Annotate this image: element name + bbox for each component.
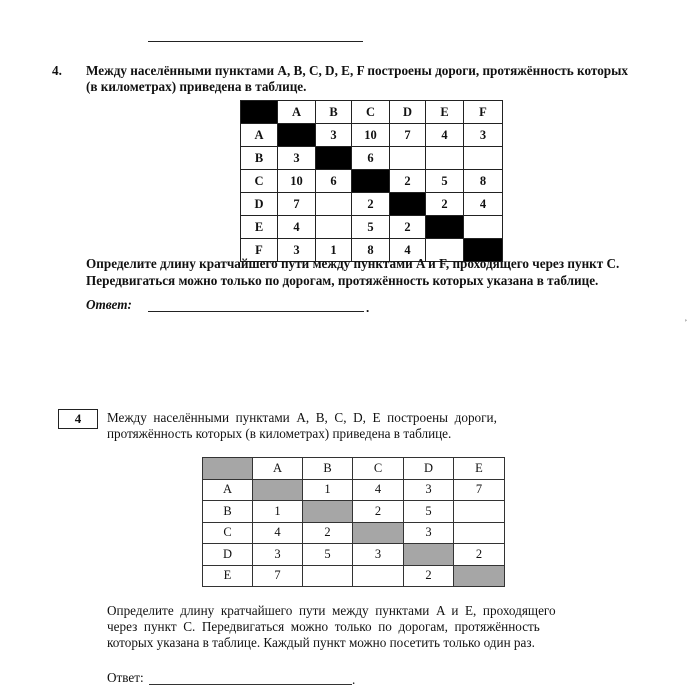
table-cell: 4 — [253, 522, 303, 544]
task2-distance-table — [202, 457, 505, 587]
task2-question-line2: через пункт C. Передвигаться можно только по дорогам, протяжённость — [107, 619, 540, 634]
table-cell: 1 — [303, 479, 353, 501]
table-cell: 3 — [278, 147, 316, 170]
table-cell: 2 — [426, 193, 464, 216]
table-row — [203, 522, 505, 544]
table-cell: 7 — [454, 479, 505, 501]
row-header: D — [203, 544, 253, 566]
table-cell: 10 — [352, 124, 390, 147]
table-cell: 1 — [316, 239, 352, 262]
diagonal-cell — [426, 216, 464, 239]
table-cell: 3 — [464, 124, 503, 147]
task2-answer-dot: . — [352, 672, 356, 687]
table-cell: 3 — [278, 239, 316, 262]
table-cell: 2 — [390, 216, 426, 239]
task2-question-line1: Определите длину кратчайшего пути между пунктами A и E, проходящего — [107, 603, 556, 618]
table-cell: 4 — [390, 239, 426, 262]
row-header: C — [203, 522, 253, 544]
table-row — [241, 147, 503, 170]
diagonal-cell — [278, 124, 316, 147]
column-header: C — [352, 101, 390, 124]
table-cell — [426, 147, 464, 170]
diagonal-cell — [353, 522, 404, 544]
diagonal-cell — [316, 147, 352, 170]
table-cell: 3 — [404, 522, 454, 544]
column-header: A — [278, 101, 316, 124]
row-header: E — [203, 565, 253, 587]
table-cell: 6 — [352, 147, 390, 170]
table-cell: 6 — [316, 170, 352, 193]
table-cell: 10 — [278, 170, 316, 193]
task1-intro-line2: (в километрах) приведена в таблице. — [86, 79, 307, 94]
column-header: D — [404, 458, 454, 480]
table-cell: 5 — [303, 544, 353, 566]
table-row — [241, 193, 503, 216]
table-row — [241, 216, 503, 239]
table-cell: 8 — [464, 170, 503, 193]
table-cell — [353, 565, 404, 587]
task1-number: 4. — [52, 63, 62, 78]
diagonal-cell — [454, 565, 505, 587]
table-cell: 2 — [303, 522, 353, 544]
task2-intro-line1: Между населёнными пунктами A, B, C, D, E построены дороги, — [107, 410, 497, 425]
top-divider-line — [148, 41, 363, 42]
table-cell: 4 — [426, 124, 464, 147]
row-header: D — [241, 193, 278, 216]
task1-answer-label: Ответ: — [86, 297, 132, 312]
task1-distance-table — [240, 100, 503, 262]
row-header: B — [241, 147, 278, 170]
task2-answer-label: Ответ: — [107, 670, 144, 685]
diagonal-cell — [303, 501, 353, 523]
table-cell: 4 — [353, 479, 404, 501]
column-header: A — [253, 458, 303, 480]
table-header-row — [241, 101, 503, 124]
task1-intro-line1: Между населёнными пунктами A, B, C, D, E, F построены дороги, протяжённость которых — [86, 63, 629, 78]
table-corner-cell — [203, 458, 253, 480]
table-cell: 4 — [278, 216, 316, 239]
row-header: F — [241, 239, 278, 262]
table-cell: 3 — [353, 544, 404, 566]
table-cell: 5 — [426, 170, 464, 193]
table-cell: 2 — [390, 170, 426, 193]
table-cell: 3 — [404, 479, 454, 501]
task2-number-box: 4 — [58, 409, 98, 429]
column-header: F — [464, 101, 503, 124]
task2-question-line3: которых указана в таблице. Каждый пункт можно посетить только один раз. — [107, 635, 535, 650]
task1-question-line2: Передвигаться можно только по дорогам, протяжённость которых указана в таблице. — [86, 273, 599, 288]
table-row — [203, 501, 505, 523]
diagonal-cell — [404, 544, 454, 566]
table-corner-cell — [241, 101, 278, 124]
stray-mark: ᾿ — [684, 318, 688, 330]
table-row — [203, 479, 505, 501]
table-cell: 8 — [352, 239, 390, 262]
task1-answer-dot: . — [366, 300, 370, 315]
table-cell — [454, 522, 505, 544]
table-cell: 5 — [352, 216, 390, 239]
table-cell — [303, 565, 353, 587]
column-header: B — [303, 458, 353, 480]
table-cell: 2 — [352, 193, 390, 216]
table-row — [203, 544, 505, 566]
row-header: A — [241, 124, 278, 147]
column-header: E — [454, 458, 505, 480]
table-cell: 1 — [253, 501, 303, 523]
table-cell: 7 — [390, 124, 426, 147]
table-cell — [464, 216, 503, 239]
diagonal-cell — [253, 479, 303, 501]
table-row — [203, 565, 505, 587]
column-header: B — [316, 101, 352, 124]
table-cell: 2 — [454, 544, 505, 566]
column-header: D — [390, 101, 426, 124]
table-cell — [316, 193, 352, 216]
table-header-row — [203, 458, 505, 480]
row-header: C — [241, 170, 278, 193]
column-header: C — [353, 458, 404, 480]
table-cell: 2 — [404, 565, 454, 587]
table-row — [241, 170, 503, 193]
task1-answer-field[interactable] — [148, 311, 364, 312]
table-cell: 3 — [253, 544, 303, 566]
table-cell: 3 — [316, 124, 352, 147]
row-header: E — [241, 216, 278, 239]
table-row — [241, 124, 503, 147]
table-cell — [454, 501, 505, 523]
table-cell: 7 — [253, 565, 303, 587]
task2-answer-field[interactable] — [149, 684, 352, 685]
table-cell — [464, 147, 503, 170]
task1-question-line1: Определите длину кратчайшего пути между пунктами A и F, проходящего через пункт C. — [86, 256, 620, 271]
diagonal-cell — [390, 193, 426, 216]
row-header: B — [203, 501, 253, 523]
diagonal-cell — [352, 170, 390, 193]
table-cell: 2 — [353, 501, 404, 523]
column-header: E — [426, 101, 464, 124]
task2-intro-line2: протяжённость которых (в километрах) приведена в таблице. — [107, 426, 452, 441]
table-cell: 4 — [464, 193, 503, 216]
table-cell: 7 — [278, 193, 316, 216]
row-header: A — [203, 479, 253, 501]
table-cell: 5 — [404, 501, 454, 523]
table-cell — [316, 216, 352, 239]
table-cell — [390, 147, 426, 170]
